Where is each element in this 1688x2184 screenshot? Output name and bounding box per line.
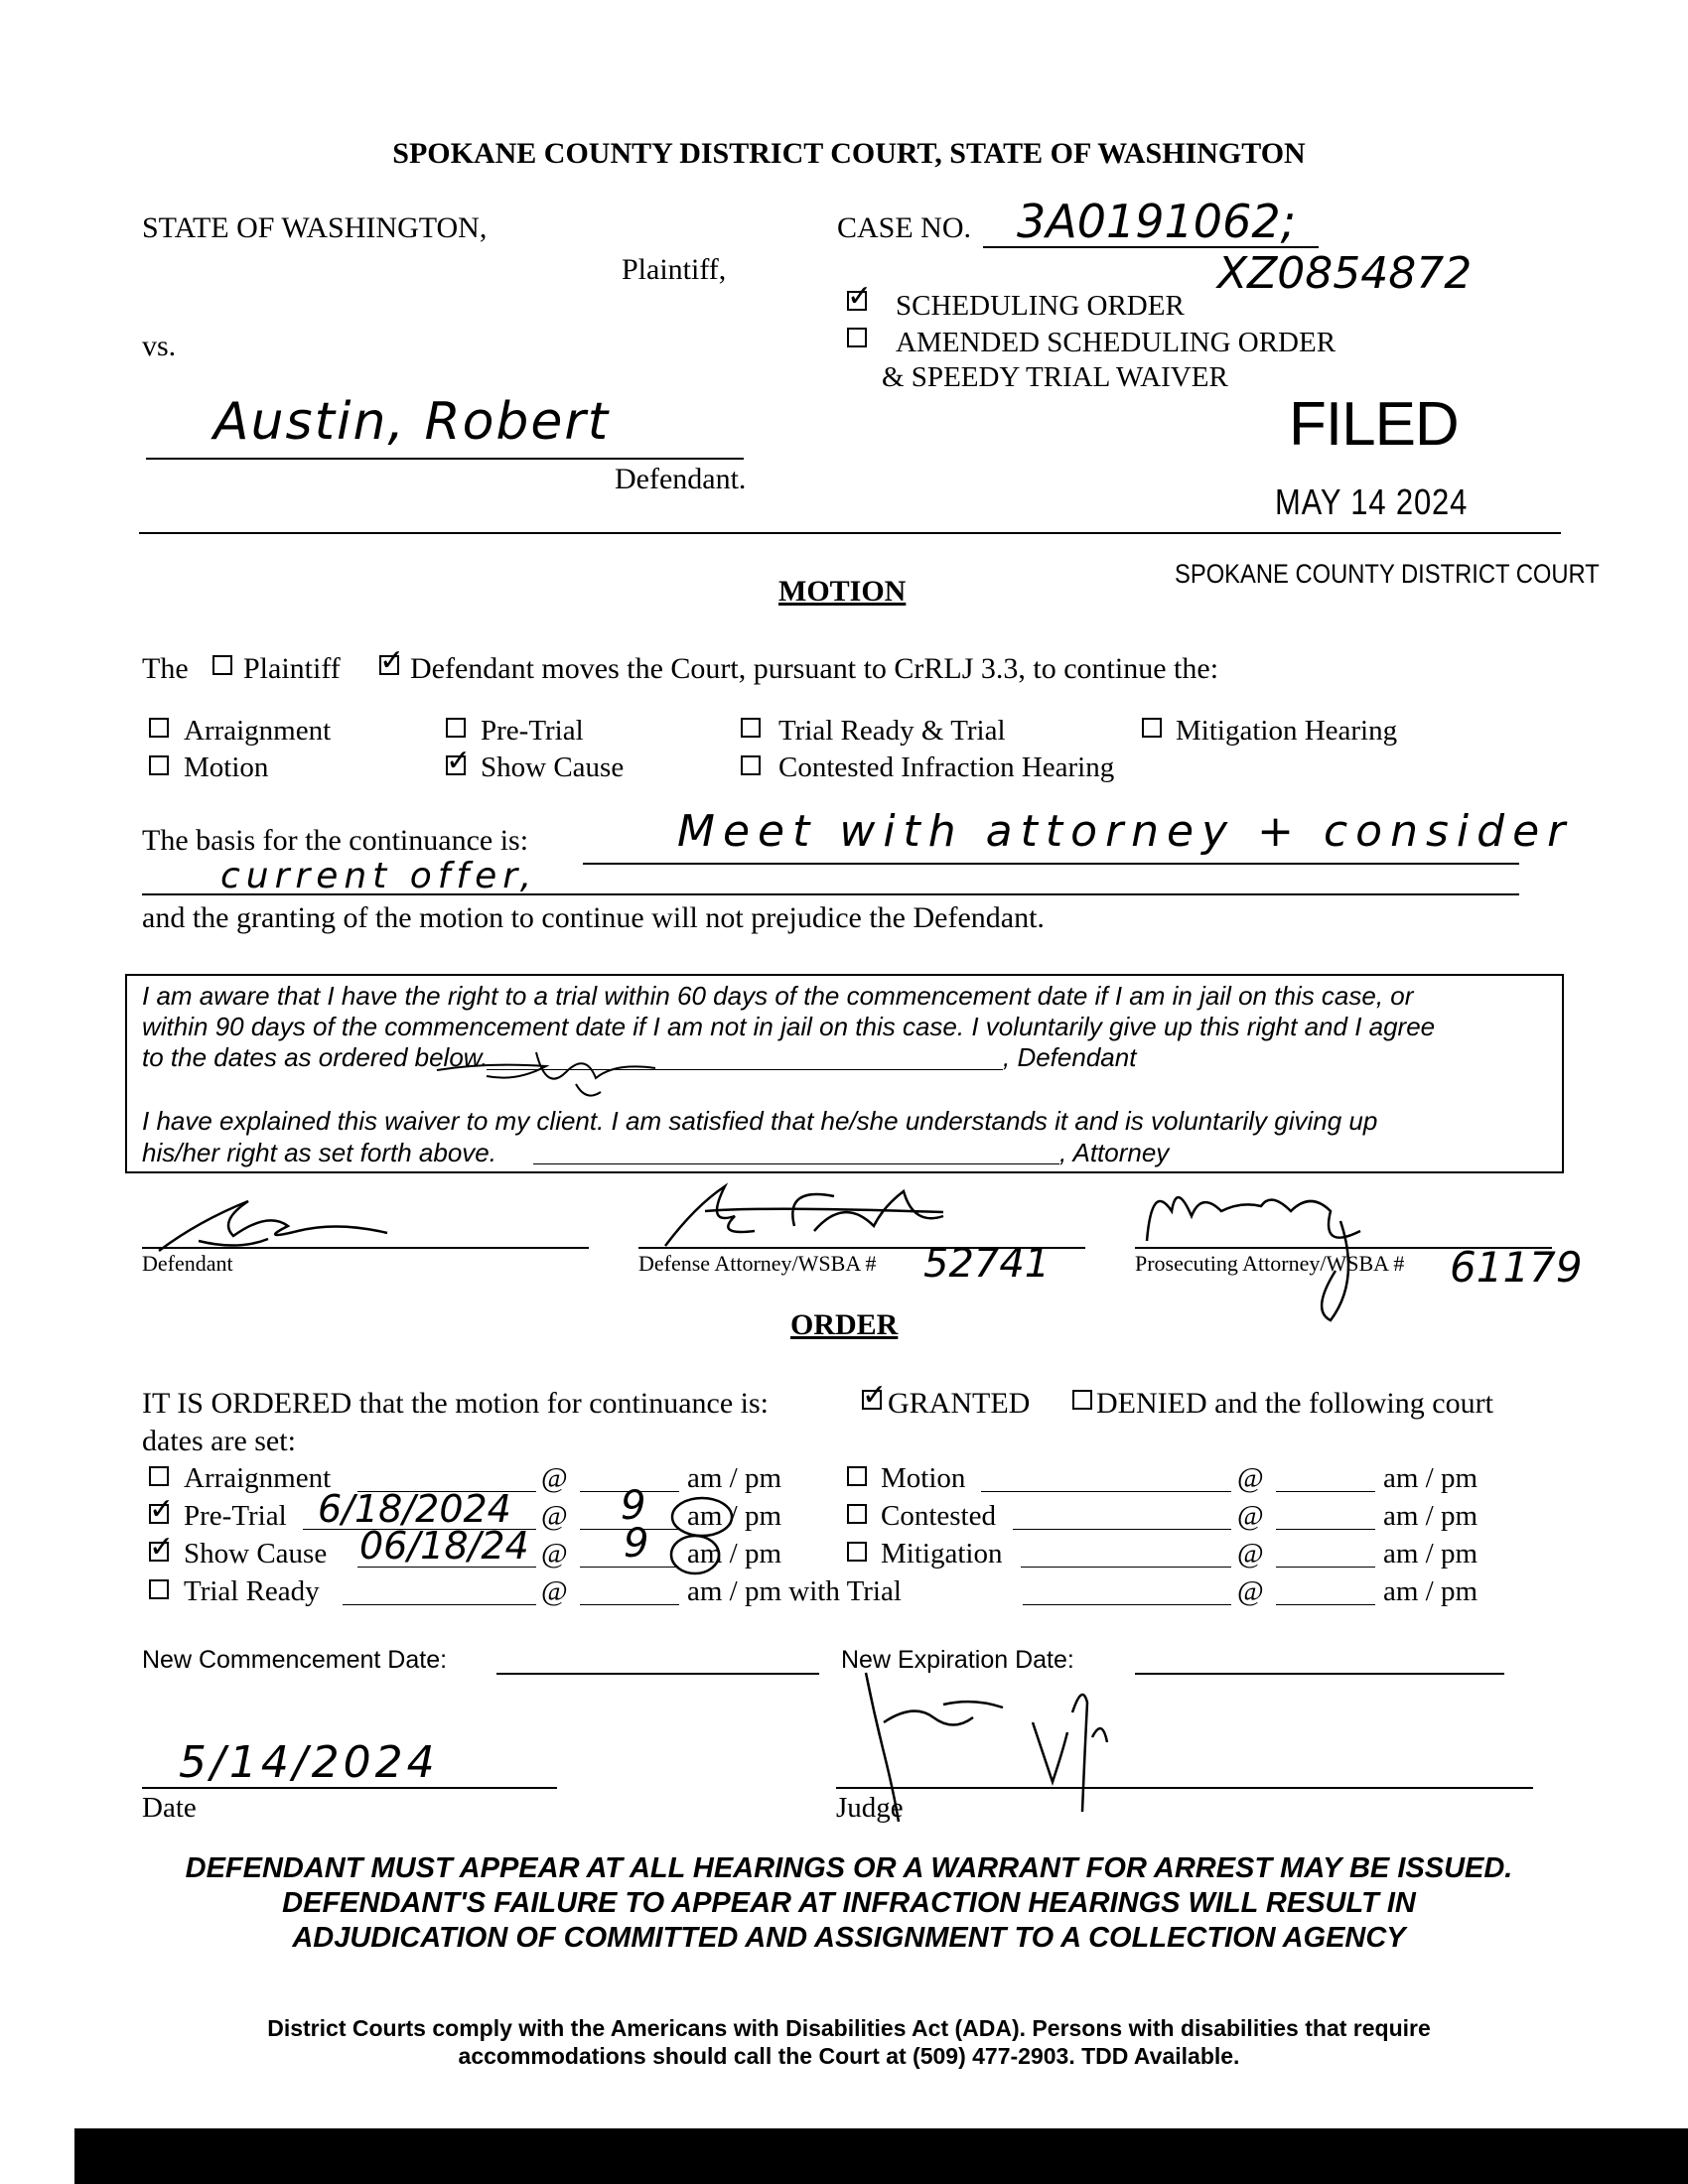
motion-pretrial-checkbox[interactable] bbox=[446, 718, 466, 738]
motion-plaintiff-label: Plaintiff bbox=[243, 652, 341, 685]
vs-label: vs. bbox=[142, 330, 177, 362]
order-trial-at: @ bbox=[1237, 1575, 1264, 1607]
defense-attorney-label: Defense Attorney/WSBA # bbox=[638, 1251, 877, 1276]
order-trial-ready-date-line bbox=[343, 1604, 536, 1605]
order-trial-ampm: am / pm bbox=[1383, 1575, 1478, 1607]
motion-defendant-checkbox[interactable] bbox=[379, 655, 399, 675]
waiver-line5: his/her right as set forth above. bbox=[142, 1138, 496, 1167]
order-show-cause-time: 9 bbox=[624, 1521, 649, 1567]
order-show-cause-label: Show Cause bbox=[184, 1538, 328, 1570]
order-motion-date-line bbox=[981, 1491, 1231, 1492]
order-date-label: Date bbox=[142, 1792, 197, 1824]
plaintiff-label: Plaintiff, bbox=[622, 253, 727, 286]
order-motion-checkbox[interactable] bbox=[847, 1466, 867, 1486]
plaintiff-name: STATE OF WASHINGTON, bbox=[142, 211, 488, 244]
motion-defendant-label: Defendant moves the Court, pursuant to CrRLJ 3.3, to continue the: bbox=[410, 652, 1219, 685]
prejudice-text: and the granting of the motion to continue will not prejudice the Defendant. bbox=[142, 901, 1045, 934]
order-mitigation-at: @ bbox=[1237, 1538, 1264, 1570]
scheduling-order-checkbox[interactable] bbox=[847, 291, 867, 311]
judge-label: Judge bbox=[836, 1792, 904, 1824]
order-pretrial-at: @ bbox=[541, 1500, 568, 1532]
order-trial-ready-label: Trial Ready bbox=[184, 1575, 320, 1607]
motion-the: The bbox=[142, 652, 189, 685]
warning-line2: DEFENDANT'S FAILURE TO APPEAR AT INFRACTION HEARINGS WILL RESULT IN bbox=[282, 1887, 1416, 1919]
order-date-value: 5/14/2024 bbox=[179, 1737, 439, 1788]
motion-show-cause-checkbox[interactable] bbox=[446, 755, 466, 775]
case-no-extra: XZ0854872 bbox=[1217, 248, 1473, 299]
denied-label: DENIED and the following court bbox=[1096, 1387, 1493, 1420]
waiver-line2: within 90 days of the commencement date if I am not in jail on this case. I voluntarily give up this right and I agree bbox=[142, 1012, 1436, 1041]
order-with-trial: am / pm with Trial bbox=[687, 1575, 902, 1607]
order-pretrial-time: 9 bbox=[621, 1483, 646, 1529]
motion-plaintiff-checkbox[interactable] bbox=[212, 655, 232, 675]
basis-line1: Meet with attorney + consider bbox=[677, 806, 1574, 857]
defendant-signature-line bbox=[142, 1247, 589, 1249]
defendant-label: Defendant. bbox=[615, 463, 747, 495]
defendant-name-line bbox=[146, 458, 744, 460]
order-trial-time-line bbox=[1276, 1604, 1375, 1605]
order-contested-at: @ bbox=[1237, 1500, 1264, 1532]
denied-checkbox[interactable] bbox=[1072, 1390, 1092, 1410]
order-arraignment-at: @ bbox=[541, 1462, 568, 1494]
amended-order-label: AMENDED SCHEDULING ORDER bbox=[896, 327, 1336, 358]
order-pretrial-ampm: am / pm bbox=[687, 1500, 782, 1532]
order-show-cause-date: 06/18/24 bbox=[359, 1524, 529, 1568]
basis-line2: current offer, bbox=[220, 856, 538, 896]
filed-date: MAY 14 2024 bbox=[1275, 481, 1469, 522]
judge-line bbox=[836, 1787, 1533, 1789]
judge-signature bbox=[854, 1663, 1211, 1861]
prosecutor-label: Prosecuting Attorney/WSBA # bbox=[1135, 1251, 1405, 1276]
order-show-cause-at: @ bbox=[541, 1538, 568, 1570]
waiver-attorney-line bbox=[533, 1163, 1059, 1164]
header-divider bbox=[139, 532, 1561, 534]
filed-stamp: FILED bbox=[1289, 390, 1459, 459]
order-mitigation-checkbox[interactable] bbox=[847, 1542, 867, 1562]
motion-arraignment-checkbox[interactable] bbox=[149, 718, 169, 738]
order-contested-checkbox[interactable] bbox=[847, 1504, 867, 1524]
court-title: SPOKANE COUNTY DISTRICT COURT, STATE OF WASHINGTON bbox=[392, 137, 1306, 170]
motion-motion-label: Motion bbox=[184, 751, 269, 783]
order-trial-ready-checkbox[interactable] bbox=[149, 1579, 169, 1599]
order-show-cause-time-line bbox=[580, 1567, 679, 1568]
defense-wsba-number: 52741 bbox=[923, 1241, 1051, 1287]
order-arraignment-checkbox[interactable] bbox=[149, 1466, 169, 1486]
motion-show-cause-label: Show Cause bbox=[481, 751, 625, 783]
order-motion-ampm: am / pm bbox=[1383, 1462, 1478, 1494]
order-date-line bbox=[142, 1787, 557, 1789]
waiver-line5-suffix: , Attorney bbox=[1059, 1138, 1170, 1167]
speedy-trial-waiver-label: & SPEEDY TRIAL WAIVER bbox=[882, 361, 1228, 393]
case-no-value: 3A0191062; bbox=[1017, 195, 1297, 248]
order-trial-date-line bbox=[1023, 1604, 1231, 1605]
scheduling-order-label: SCHEDULING ORDER bbox=[896, 290, 1185, 322]
motion-arraignment-label: Arraignment bbox=[184, 715, 332, 747]
order-mitigation-ampm: am / pm bbox=[1383, 1538, 1478, 1570]
defendant-name: Austin, Robert bbox=[213, 392, 611, 452]
defendant-signature-label: Defendant bbox=[142, 1251, 233, 1276]
order-contested-time-line bbox=[1276, 1529, 1375, 1530]
order-show-cause-checkbox[interactable] bbox=[149, 1542, 169, 1562]
motion-contested-checkbox[interactable] bbox=[741, 755, 761, 775]
waiver-line3-suffix: , Defendant bbox=[1003, 1042, 1137, 1072]
granted-label: GRANTED bbox=[888, 1387, 1031, 1420]
order-mitigation-label: Mitigation bbox=[881, 1538, 1003, 1570]
order-motion-label: Motion bbox=[881, 1462, 966, 1494]
case-no-label: CASE NO. bbox=[837, 211, 972, 244]
order-mitigation-date-line bbox=[1021, 1567, 1231, 1568]
prosecutor-wsba-number: 61179 bbox=[1450, 1243, 1583, 1292]
basis-line1-rule bbox=[583, 863, 1519, 865]
order-arraignment-label: Arraignment bbox=[184, 1462, 332, 1494]
waiver-line4: I have explained this waiver to my client. I am satisfied that he/she understands it and is voluntarily giving up bbox=[142, 1106, 1378, 1136]
warning-line1: DEFENDANT MUST APPEAR AT ALL HEARINGS OR A WARRANT FOR ARREST MAY BE ISSUED. bbox=[185, 1852, 1513, 1884]
motion-pretrial-label: Pre-Trial bbox=[481, 715, 584, 747]
waiver-line1: I am aware that I have the right to a trial within 60 days of the commencement date if I am in jail on this case, or bbox=[142, 981, 1414, 1011]
motion-contested-label: Contested Infraction Hearing bbox=[778, 751, 1115, 783]
order-mitigation-time-line bbox=[1276, 1567, 1375, 1568]
order-show-cause-date-line bbox=[357, 1567, 536, 1568]
order-line2: dates are set: bbox=[142, 1425, 296, 1457]
motion-heading: MOTION bbox=[778, 575, 907, 608]
motion-mitigation-checkbox[interactable] bbox=[1142, 718, 1162, 738]
order-show-cause-am-circle bbox=[667, 1531, 727, 1578]
defendant-signature bbox=[139, 1181, 437, 1261]
order-pretrial-checkbox[interactable] bbox=[149, 1504, 169, 1524]
waiver-defendant-signature bbox=[427, 1032, 665, 1102]
order-contested-label: Contested bbox=[881, 1500, 996, 1532]
waiver-line3: to the dates as ordered below. bbox=[142, 1042, 489, 1072]
motion-motion-checkbox[interactable] bbox=[149, 755, 169, 775]
filed-court: SPOKANE COUNTY DISTRICT COURT bbox=[1175, 559, 1600, 589]
new-expiration-label: New Expiration Date: bbox=[841, 1646, 1074, 1674]
order-trial-ready-time-line bbox=[580, 1604, 679, 1605]
order-motion-at: @ bbox=[1237, 1462, 1264, 1494]
order-pretrial-date: 6/18/2024 bbox=[318, 1487, 511, 1531]
scan-bottom-bar bbox=[74, 2128, 1688, 2184]
order-arraignment-ampm: am / pm bbox=[687, 1462, 782, 1494]
order-contested-date-line bbox=[1013, 1529, 1231, 1530]
new-commencement-label: New Commencement Date: bbox=[142, 1646, 448, 1674]
order-show-cause-ampm: am / pm bbox=[687, 1538, 782, 1570]
basis-label: The basis for the continuance is: bbox=[142, 824, 529, 857]
ada-line2: accommodations should call the Court at (509) 477-2903. TDD Available. bbox=[458, 2043, 1240, 2069]
warning-line3: ADJUDICATION OF COMMITTED AND ASSIGNMENT TO A COLLECTION AGENCY bbox=[292, 1922, 1406, 1954]
basis-line2-rule bbox=[142, 893, 1519, 895]
motion-trial-ready-label: Trial Ready & Trial bbox=[778, 715, 1006, 747]
new-commencement-line bbox=[496, 1673, 819, 1675]
ada-line1: District Courts comply with the Americans with Disabilities Act (ADA). Persons with disabilities that require bbox=[267, 2015, 1431, 2041]
order-line1-prefix: IT IS ORDERED that the motion for continuance is: bbox=[142, 1387, 770, 1420]
order-pretrial-label: Pre-Trial bbox=[184, 1500, 287, 1532]
order-contested-ampm: am / pm bbox=[1383, 1500, 1478, 1532]
order-motion-time-line bbox=[1276, 1491, 1375, 1492]
order-trial-ready-at: @ bbox=[541, 1575, 568, 1607]
granted-checkbox[interactable] bbox=[862, 1390, 882, 1410]
motion-trial-ready-checkbox[interactable] bbox=[741, 718, 761, 738]
motion-mitigation-label: Mitigation Hearing bbox=[1176, 715, 1398, 747]
order-heading: ORDER bbox=[790, 1308, 899, 1341]
amended-order-checkbox[interactable] bbox=[847, 328, 867, 347]
